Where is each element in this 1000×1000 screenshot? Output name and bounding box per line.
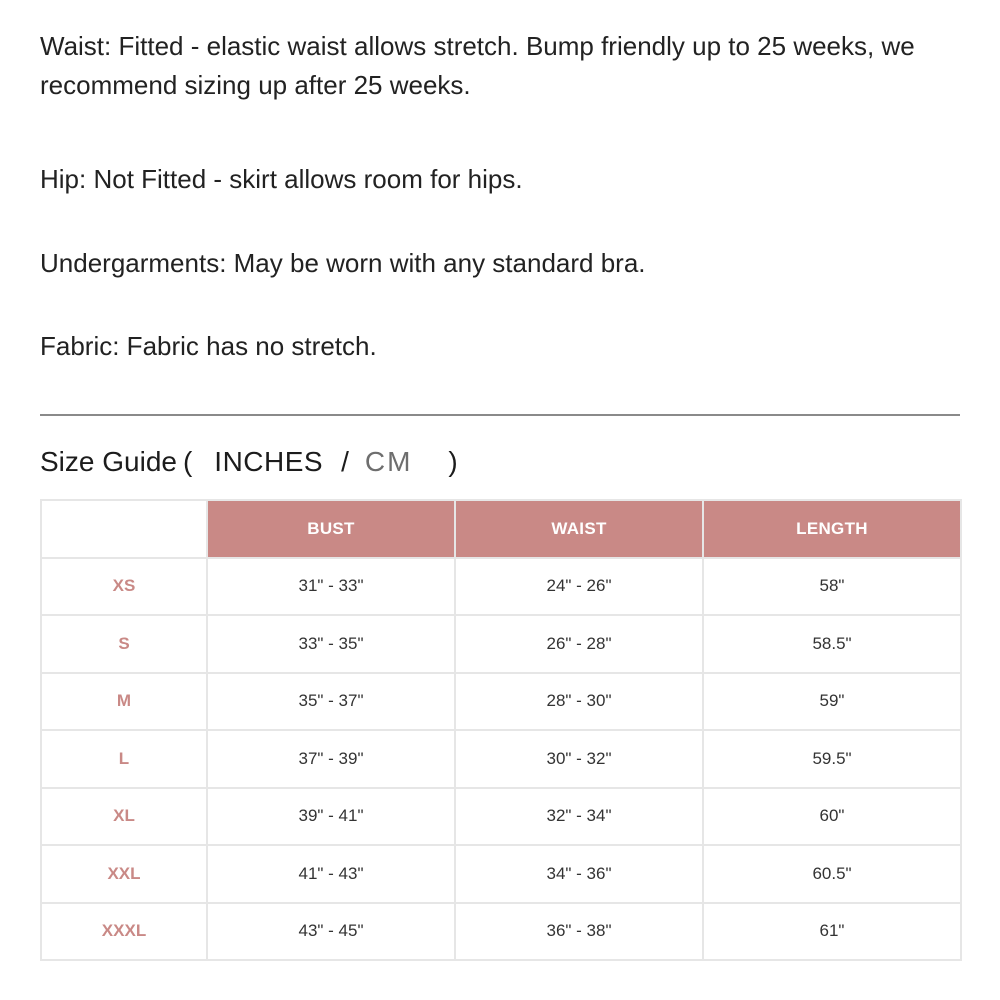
size-label: L xyxy=(42,731,206,787)
size-guide-table xyxy=(40,499,962,961)
waist-value: 34" - 36" xyxy=(456,846,702,902)
waist-value: 26" - 28" xyxy=(456,616,702,672)
column-header-bust: BUST xyxy=(208,501,454,557)
bust-value: 41" - 43" xyxy=(208,846,454,902)
size-label: XL xyxy=(42,789,206,845)
table-header-row xyxy=(42,501,960,557)
waist-value: 30" - 32" xyxy=(456,731,702,787)
size-label: XXXL xyxy=(42,904,206,960)
length-value: 60" xyxy=(704,789,960,845)
size-label: XS xyxy=(42,559,206,615)
waist-value: 32" - 34" xyxy=(456,789,702,845)
table-row xyxy=(42,616,960,672)
length-value: 59.5" xyxy=(704,731,960,787)
bust-value: 33" - 35" xyxy=(208,616,454,672)
table-row xyxy=(42,789,960,845)
length-value: 58" xyxy=(704,559,960,615)
unit-inches-button[interactable]: INCHES xyxy=(214,446,324,477)
bust-value: 39" - 41" xyxy=(208,789,454,845)
length-value: 59" xyxy=(704,674,960,730)
size-label: XXL xyxy=(42,846,206,902)
bust-value: 35" - 37" xyxy=(208,674,454,730)
waist-value: 28" - 30" xyxy=(456,674,702,730)
size-guide-paren-close: ) xyxy=(448,446,458,477)
column-header-waist: WAIST xyxy=(456,501,702,557)
bust-value: 37" - 39" xyxy=(208,731,454,787)
waist-value: 24" - 26" xyxy=(456,559,702,615)
section-divider xyxy=(40,414,960,416)
size-label: M xyxy=(42,674,206,730)
size-guide-title: Size Guide xyxy=(40,446,177,477)
unit-separator: / xyxy=(341,446,349,477)
undergarments-description: Undergarments: May be worn with any standard bra. xyxy=(40,248,646,278)
table-row xyxy=(42,731,960,787)
waist-fit-description: Waist: Fitted - elastic waist allows stretch. Bump friendly up to 25 weeks, we recommend sizing up after 25 weeks. xyxy=(40,31,915,100)
hip-fit-description: Hip: Not Fitted - skirt allows room for hips. xyxy=(40,164,523,194)
fabric-description: Fabric: Fabric has no stretch. xyxy=(40,331,377,361)
length-value: 61" xyxy=(704,904,960,960)
length-value: 60.5" xyxy=(704,846,960,902)
length-value: 58.5" xyxy=(704,616,960,672)
unit-cm-button[interactable]: CM xyxy=(364,446,413,477)
size-guide-paren-open: ( xyxy=(182,446,193,477)
table-corner-cell xyxy=(42,501,206,557)
column-header-length: LENGTH xyxy=(704,501,960,557)
table-row xyxy=(42,674,960,730)
size-guide-heading xyxy=(40,442,458,482)
table-row xyxy=(42,559,960,615)
waist-value: 36" - 38" xyxy=(456,904,702,960)
table-row xyxy=(42,904,960,960)
bust-value: 31" - 33" xyxy=(208,559,454,615)
size-label: S xyxy=(42,616,206,672)
table-row xyxy=(42,846,960,902)
bust-value: 43" - 45" xyxy=(208,904,454,960)
